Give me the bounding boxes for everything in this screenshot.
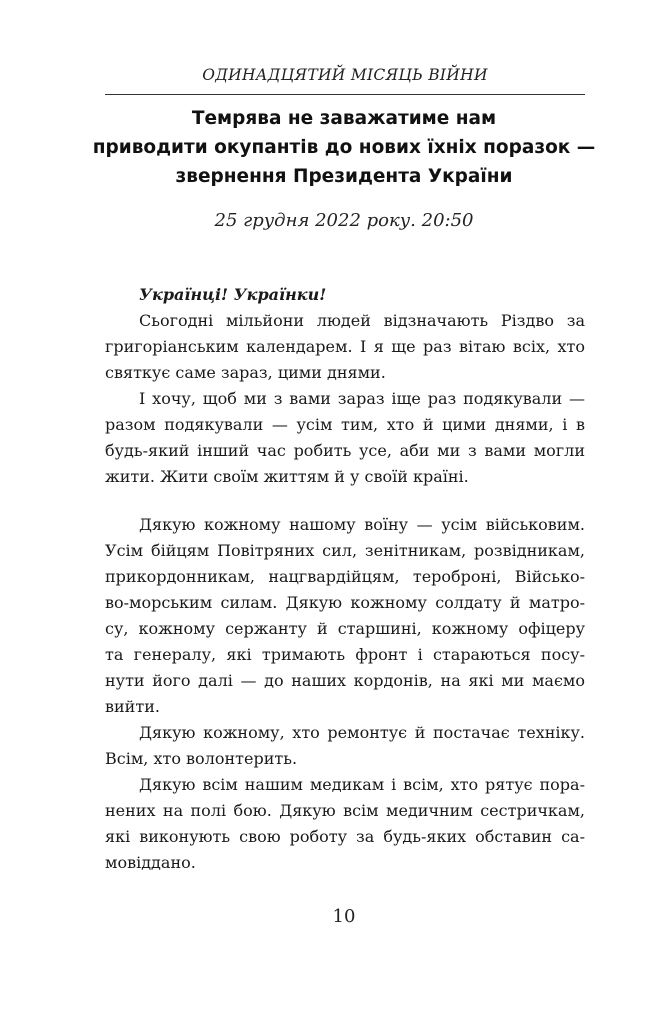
text-line: Дякую кожному нашому воїну — усім військовим. xyxy=(139,515,585,534)
text-line: Сьогодні мільйони людей відзначають Різдво за xyxy=(139,311,585,330)
title-line: звернення Президента України xyxy=(175,166,513,187)
text-line: які виконують свою роботу за будь-яких обставин са- xyxy=(105,827,585,846)
text-line: Всім, хто волонтерить. xyxy=(105,749,298,768)
text-line: вийти. xyxy=(105,697,160,716)
text-line: разом подякували — усім тим, хто й цими днями, і в xyxy=(105,415,585,434)
text-line: нути його далі — до наших кордонів, на які ми маємо xyxy=(105,671,585,690)
article-dateline: 25 грудня 2022 року. 20:50 xyxy=(214,210,474,231)
text-line: григоріанським календарем. І я ще раз вітаю всіх, хто xyxy=(105,337,585,356)
text-line: жити. Жити своїм життям й у своїй країні. xyxy=(105,467,469,486)
paragraph-block-1 xyxy=(105,282,585,490)
header-divider xyxy=(105,94,585,95)
text-line: святкує саме зараз, цими днями. xyxy=(105,363,386,382)
article-title xyxy=(80,104,608,191)
text-line: Усім бійцям Повітряних сил, зенітникам, розвідникам, xyxy=(105,541,585,560)
text-line: во-морським силам. Дякую кожному солдату й матро- xyxy=(105,593,585,612)
text-line: прикордонникам, нацгвардійцям, тероброні, Військо- xyxy=(105,567,585,586)
text-line: мовіддано. xyxy=(105,853,196,872)
text-line: будь-який інший час робить усе, аби ми з вами могли xyxy=(105,441,585,460)
text-line: Дякую кожному, хто ремонтує й постачає техніку. xyxy=(139,723,585,742)
running-header: ОДИНАДЦЯТИЙ МІСЯЦЬ ВІЙНИ xyxy=(202,66,488,84)
page-number: 10 xyxy=(332,906,356,927)
text-line: І хочу, щоб ми з вами зараз іще раз подякували — xyxy=(139,389,585,408)
title-line: приводити окупантів до нових їхніх поразок — xyxy=(92,137,596,158)
greeting: Українці! Українки! xyxy=(139,285,327,304)
title-line: Темрява не заважатиме нам xyxy=(191,108,497,129)
text-line: нених на полі бою. Дякую всім медичним сестричкам, xyxy=(105,801,585,820)
text-line: су, кожному сержанту й старшині, кожному офіцеру xyxy=(105,619,585,638)
text-line: та генералу, які тримають фронт і стараються посу- xyxy=(105,645,585,664)
paragraph-block-2 xyxy=(105,512,585,876)
text-line: Дякую всім нашим медикам і всім, хто рятує пора- xyxy=(139,775,585,794)
